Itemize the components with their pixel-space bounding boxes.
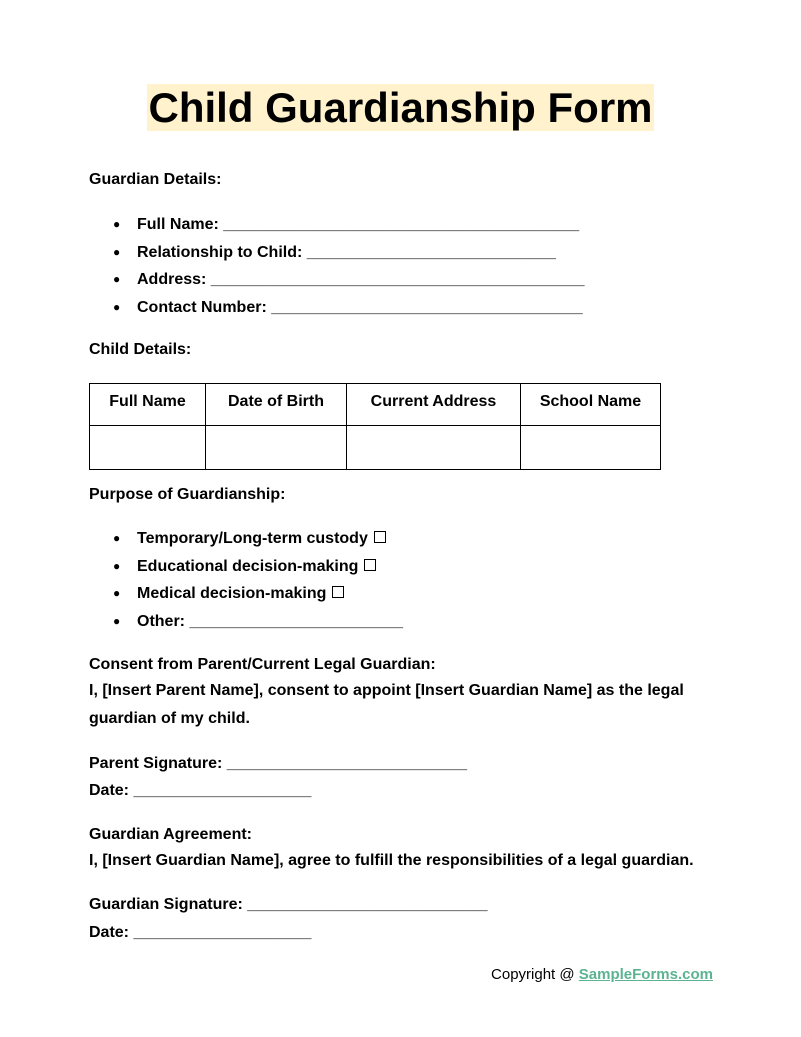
- child-details-heading: Child Details:: [89, 341, 192, 358]
- cell-full-name[interactable]: [90, 426, 206, 470]
- purpose-heading: Purpose of Guardianship:: [89, 486, 286, 503]
- column-date-of-birth: Date of Birth: [206, 384, 347, 426]
- guardian-details-heading: Guardian Details:: [89, 171, 222, 188]
- column-school-name: School Name: [521, 384, 661, 426]
- parent-signature-field[interactable]: Parent Signature: ___________________________: [89, 755, 468, 772]
- brand-link[interactable]: SampleForms.com: [578, 966, 713, 983]
- agreement-text: I, [Insert Guardian Name], agree to fulfill the responsibilities of a legal guardian.: [89, 852, 694, 869]
- page-title: Child Guardianship Form: [148, 84, 653, 131]
- purpose-option-educational: [89, 557, 403, 585]
- checkbox[interactable]: [364, 559, 376, 571]
- copyright-label: Copyright @: [491, 966, 575, 983]
- title-container: [0, 84, 801, 131]
- table-row: [90, 426, 661, 470]
- purpose-option-label: Medical decision-making: [137, 585, 327, 602]
- purpose-option-label: Educational decision-making: [137, 557, 359, 575]
- purpose-other-field[interactable]: ● Other: ________________________: [89, 612, 403, 640]
- parent-date-field[interactable]: Date: ____________________: [89, 782, 312, 799]
- consent-text: I, [Insert Parent Name], consent to appoint [Insert Guardian Name] as the legal guardian of my child.: [89, 682, 684, 727]
- guardian-date-field[interactable]: Date: ____________________: [89, 924, 312, 941]
- purpose-list: [89, 529, 403, 639]
- cell-school-name[interactable]: [521, 426, 661, 470]
- purpose-option-label: Temporary/Long-term custody: [137, 530, 368, 547]
- cell-current-address[interactable]: [347, 426, 521, 470]
- guardian-contact-field[interactable]: ● Contact Number: ___________________________________: [89, 298, 585, 326]
- purpose-option-custody: [89, 529, 403, 557]
- checkbox[interactable]: [332, 586, 344, 598]
- column-current-address: Current Address: [347, 384, 521, 426]
- table-header-row: [90, 384, 661, 426]
- purpose-option-medical: [89, 584, 403, 612]
- guardian-full-name-field[interactable]: ● Full Name: ________________________________________: [89, 215, 585, 243]
- guardian-address-field[interactable]: ● Address: __________________________________________: [89, 270, 585, 298]
- guardian-signature-field[interactable]: Guardian Signature: ___________________________: [89, 896, 488, 913]
- checkbox[interactable]: [374, 531, 386, 543]
- guardian-details-list: [89, 215, 585, 325]
- agreement-heading: Guardian Agreement:: [89, 826, 252, 843]
- column-full-name: Full Name: [90, 384, 206, 426]
- cell-date-of-birth[interactable]: [206, 426, 347, 470]
- consent-heading: Consent from Parent/Current Legal Guardian:: [89, 656, 436, 673]
- copyright-footer: [491, 966, 713, 983]
- guardian-relationship-field[interactable]: ● Relationship to Child: ____________________________: [89, 243, 585, 271]
- child-details-table: [89, 383, 661, 470]
